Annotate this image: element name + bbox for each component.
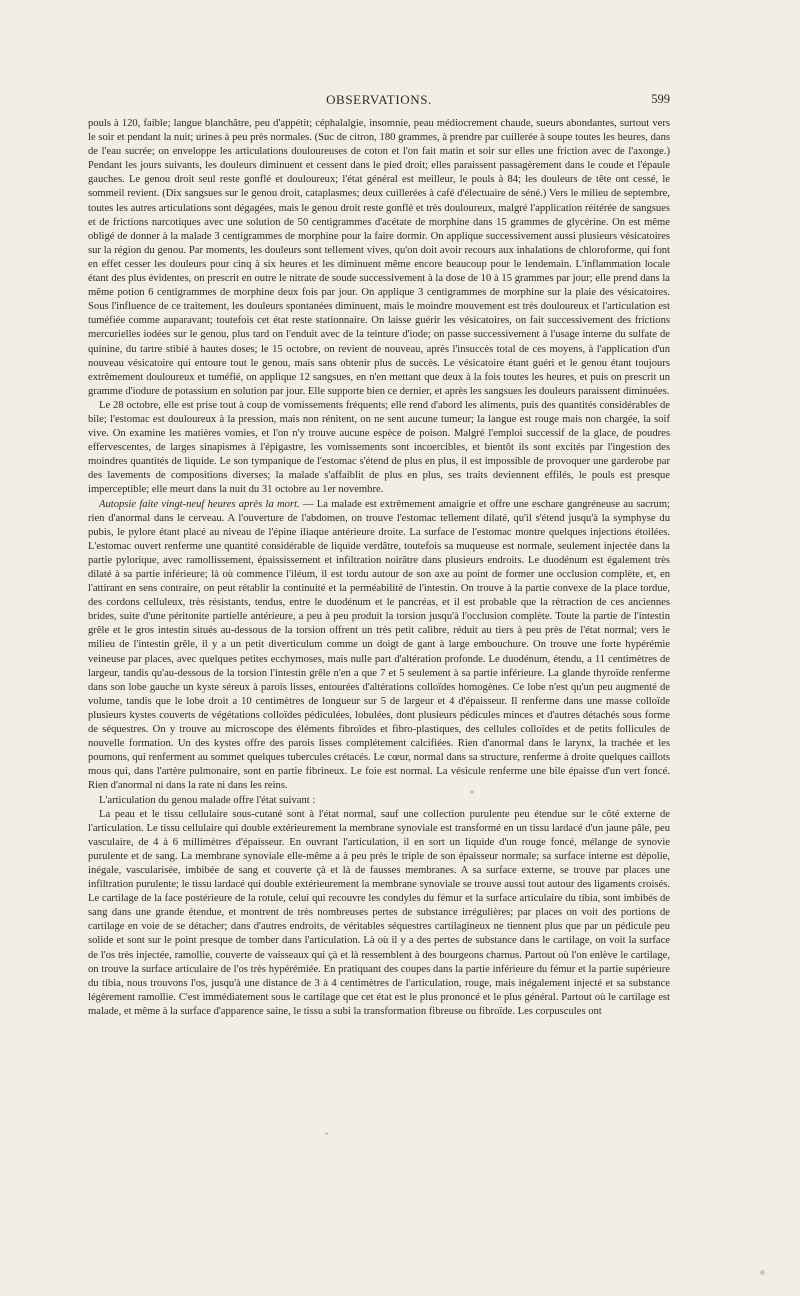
body-text: [88, 117, 670, 1277]
paragraph-4: L'articulation du genou malade offre l'état suivant :: [99, 794, 316, 806]
paragraph-1: pouls à 120, faible; langue blanchâtre, peu d'appétit; céphalalgie, insomnie, peau médiocrement chaude, sueurs abondantes, surtout vers le soir et pendant la nuit; urines à peu près normales. (Suc de citron, 180 grammes, à prendre par cuillerée à soupe toutes les heures, dans de l'eau sucrée; on enveloppe les articulations douloureuses de coton et l'on fait matin et soir sur elles une friction avec de l'axonge.) Pendant les jours suivants, les douleurs diminuent et cessent dans le pied droit; elles paraissent passagèrement dans le coude et l'épaule gauches. Le genou droit seul reste gonflé et douloureux; l'état général est meilleur, le pouls à 84; les douleurs de tête ont cessé, le sommeil revient. (Dix sangsues sur le genou droit, cataplasmes; deux cuillerées à café d'électuaire de séné.) Vers le milieu de septembre, toutes les autres articulations sont dégagées, mais le genou droit reste gonflé et très douloureux, malgré l'application réitérée de sangsues et de frictions narcotiques avec une solution de 50 centigrammes d'acétate de morphine dans 15 grammes de glycérine. On est même obligé de donner à la malade 3 centigrammes de morphine pour la faire dormir. On applique successivement aussi plusieurs vésicatoires sur la région du genou. Par moments, les douleurs sont tellement vives, qu'on doit avoir recours aux inhalations de chloroforme, qui font en effet cesser les douleurs pour cinq à six heures et les diminuent même encore beaucoup pour le lendemain. L'inflammation locale étant des plus évidentes, on prescrit en outre le nitrate de soude successivement à la dose de 10 à 15 grammes par jour; elle prend dans la même potion 6 centigrammes de morphine deux fois par jour. On applique 3 centigrammes de morphine sur la plaie des vésicatoires. Sous l'influence de ce traitement, les douleurs spontanées diminuent, mais le moindre mouvement est très douloureux et l'articulation est tuméfiée comme auparavant; toutefois cet état reste stationnaire. On laisse guérir les vésicatoires, on fait successivement des frictions mercurielles iodées sur le genou, plus tard on l'enduit avec de la teinture d'iode; on passe successivement à l'usage interne du sulfate de quinine, du tartre stibié à hautes doses; le 15 octobre, on revient de nouveau, après l'insuccès total de ces moyens, à l'application d'un nouveau vésicatoire qui entoure tout le genou, mais sans obtenir plus de succès. Le vésicatoire étant guéri et le genou étant toujours extrêmement douloureux et tuméfié, on applique 12 sangsues, en n'en mettant que deux à la fois toutes les heures, et puis on prescrit un gramme d'iodure de potassium en solution par jour. Elle supporte bien ce dernier, et après les sangsues les douleurs paraissent diminuées.: [88, 118, 670, 397]
paragraph-3-text: — La malade est extrêmement amaigrie et offre une eschare gangréneuse au sacrum; rien d'anormal dans le cerveau. A l'ouverture de l'abdomen, on trouve l'estomac tellement dilaté, qu'il s'étend jusqu'à la symphyse du pubis, le pylore étant placé au niveau de l'épine iliaque antérieure droite. La surface de l'estomac montre quelques injections étoilées. L'estomac ouvert renferme une quantité considérable de liquide verdâtre, toutefois sa muqueuse est normale, seulement injectée dans la partie pylorique, avec ramollissement, épaississement et infiltration noirâtre dans plusieurs endroits. Le duodénum est également très dilaté à sa partie inférieure; là où commence l'iléum, il est tordu autour de son axe au point de former une occlusion complète, et, en l'attirant en sens contraire, on peut rétablir la continuité et la perméabilité de l'intestin. On trouve à la partie convexe de la place tordue, des cordons celluleux, très résistants, tendus, entre le duodénum et le pancréas, et il est probable que la rétraction de ces anciennes brides, suite d'une péritonite partielle antérieure, a peu à peu produit la torsion jusqu'à l'occlusion complète. Toute la partie de l'intestin grêle et le gros intestin situés au-dessous de la torsion offrent un très petit calibre, réduit au tiers à peu près de l'état normal; vers le milieu de l'intestin grêle, il y a un petit diverticulum comme un doigt de gant à large embouchure. On trouve une forte hypérémie veineuse par places, avec quelques petites ecchymoses, mais nulle part d'altération profonde. Le duodénum, étendu, a 11 centimètres de largeur, tandis qu'au-dessous de la torsion l'intestin grêle n'en a que 7 et 5 seulement à sa partie inférieure. La glande thyroïde renferme dans son lobe gauche un kyste séreux à parois lisses, entourées d'altérations colloïdes homogènes. Ce lobe n'est qu'un peu augmenté de volume, tandis que le lobe droit a 10 centimètres de longueur sur 5 de largeur et 4 d'épaisseur. Il renferme dans une masse colloïde plusieurs kystes couverts de végétations colloïdes pédiculées, lobulées, dont plusieurs pédicules minces et d'autres détachés sous forme de séquestres. On y trouve au microscope des éléments fibroïdes et fibro-plastiques, des cellules colloïdes et de petits follicules de nouvelle formation. Un des kystes offre des parois lisses complétement calcifiées. Rien d'anormal dans le larynx, la trachée et les poumons, qui renferment au sommet quelques tubercules crétacés. Le cœur, normal dans sa structure, renferme à droite quelques caillots mous qui, dans l'artère pulmonaire, sont en partie fibrineux. Le foie est normal. La vésicule renferme une bile épaisse d'un vert foncé. Rien d'anormal ni dans la rate ni dans les reins.: [88, 498, 670, 792]
paper-speck: [760, 1270, 765, 1275]
autopsy-heading: Autopsie faite vingt-neuf heures après la mort.: [99, 498, 300, 510]
page-number: 599: [651, 92, 670, 106]
paragraph-5: La peau et le tissu cellulaire sous-cutané sont à l'état normal, sauf une collection purulente peu étendue sur le côté externe de l'articulation. Le tissu cellulaire qui double extérieurement la membrane synoviale est transformé en un tissu lardacé d'un jaune pâle, peu vasculaire, de 4 à 6 millimètres d'épaisseur. En ouvrant l'articulation, il en sort un liquide d'un rouge foncé, mélange de synovie purulente et de sang. La membrane synoviale elle-même a à peu près le triple de son épaisseur normale; sa surface interne est dépolie, inégale, vascularisée, imbibée de sang et couverte çà et là de fausses membranes. A sa surface externe, se trouve par places une infiltration purulente; le tissu lardacé qui double extérieurement la membrane synoviale se trouve aussi tout autour des ligaments croisés. Le cartilage de la face postérieure de la rotule, celui qui recouvre les condyles du fémur et la surface articulaire du tibia, sont imbibés de sang dans une grande étendue, et montrent de très nombreuses pertes de substance irrégulières; par places on voit des portions de cartilage en voie de se détacher; dans d'autres endroits, de véritables séquestres cartilagineux ne tiennent plus que par un pédicule peu solide et sont sur le point presque de tomber dans l'articulation. Là où il y a des pertes de substance dans le cartilage, on voit la surface de l'os très injectée, ramollie, couverte de vaisseaux qui çà et là ressemblent à des bourgeons charnus. Partout où l'on enlève le cartilage, on trouve la surface articulaire de l'os très hypérémiée. En pratiquant des coupes dans la partie inférieure du fémur et la partie supérieure du tibia, nous trouvons l'os, jusqu'à une distance de 3 à 4 centimètres de l'articulation, rouge, mais inégalement injecté et sa substance légèrement ramollie. C'est immédiatement sous le cartilage que cet état est le plus prononcé et le plus général. Partout où le cartilage est malade, et même à la surface d'apparence saine, le tissu a subi la transformation fibreuse ou fibroïde. Les corpuscules ont: [88, 808, 670, 1017]
paper-speck: [470, 790, 474, 794]
paragraph-3: [88, 498, 670, 794]
paper-speck: [325, 1132, 328, 1135]
page-title: OBSERVATIONS.: [326, 92, 432, 107]
paragraph-2: Le 28 octobre, elle est prise tout à coup de vomissements fréquents; elle rend d'abord les aliments, puis des quantités considérables de bile; l'estomac est douloureux à la pression, mais non rénitent, on ne sent aucune tumeur; la langue est rouge mais non chargée, la soif vive. On examine les matières vomies, et l'on n'y trouve aucune espèce de poison. Malgré l'emploi successif de la glace, de poudres effervescentes, de larges sinapismes à l'épigastre, les vomissements sont incoercibles, et bientôt ils sont excités par l'ingestion des moindres quantités de liquide. Le son tympanique de l'estomac s'étend de plus en plus, il est impossible de provoquer une garderobe par des lavements de compositions diverses; la malade s'affaiblit de plus en plus, ses traits deviennent effilés, le pouls est presque imperceptible; elle meurt dans la nuit du 31 octobre au 1er novembre.: [88, 399, 670, 496]
running-header: [88, 92, 670, 108]
